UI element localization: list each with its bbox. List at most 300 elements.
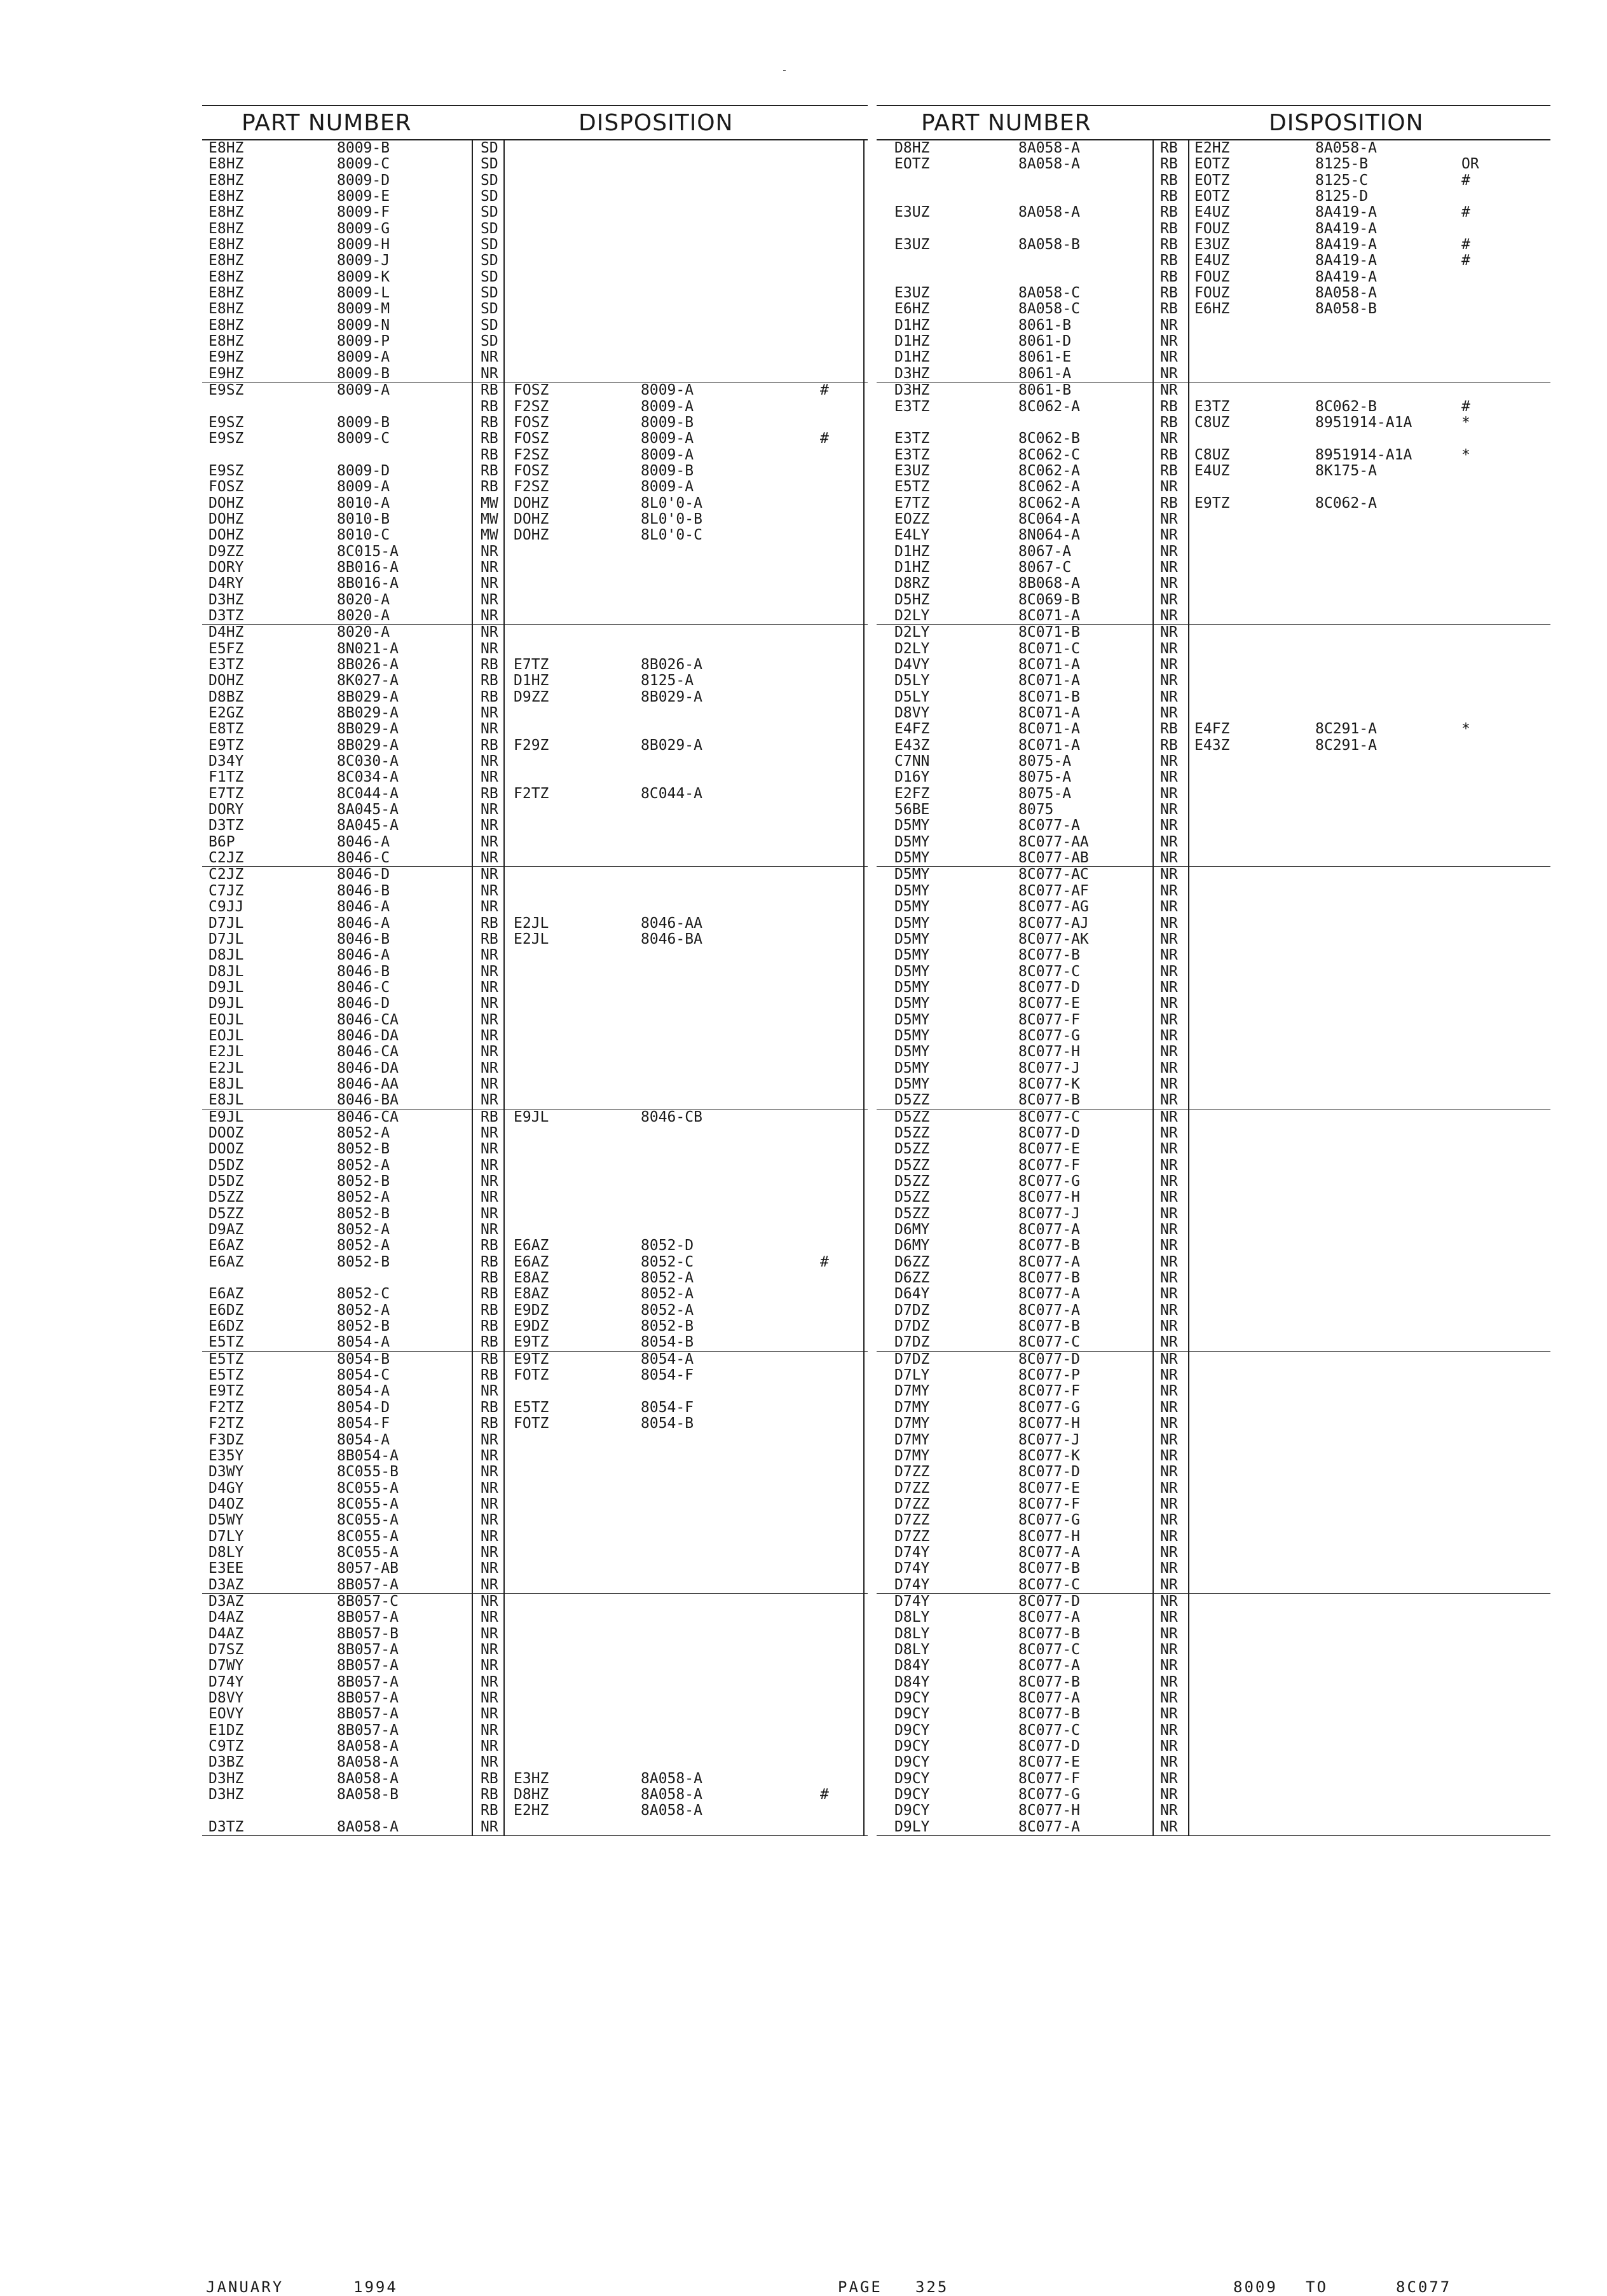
table-row [877,399,1550,415]
cell-prefix: D8LY [209,1544,244,1561]
cell-new-prefix: F29Z [514,737,549,754]
cell-base: 8C069-B [1018,591,1080,608]
cell-base: 8C077-J [1018,1059,1080,1077]
cell-prefix: D5MY [894,930,930,948]
cell-base: 8C077-K [1018,1447,1080,1464]
cell-new-prefix: F2TZ [514,785,549,802]
cell-prefix: D4AZ [209,1625,244,1642]
cell-base: 8C077-B [1018,1625,1080,1642]
cell-code: RB [481,656,498,673]
cell-new-base: 8C291-A [1315,737,1377,754]
table-row [202,689,868,705]
cell-prefix: D1HZ [894,333,930,350]
cell-prefix: DORY [209,801,244,819]
table-row [877,1077,1550,1092]
cell-prefix: D3HZ [894,382,930,399]
table-row [877,237,1550,253]
cell-base: 8010-A [337,494,390,512]
cell-code: NR [1160,1092,1178,1109]
cell-new-base: 8K175-A [1315,462,1377,479]
cell-code: RB [481,1108,498,1125]
cell-prefix: D7JL [209,914,244,932]
cell-new-prefix: E2JL [514,930,549,948]
cell-prefix: DOHZ [209,494,244,512]
cell-code: RB [481,785,498,802]
cell-prefix: D4HZ [209,624,244,641]
cell-prefix: D9JL [209,995,244,1012]
cell-new-base: 8054-F [641,1367,694,1384]
table-row [877,1174,1550,1190]
cell-code: NR [481,1141,498,1158]
cell-code: NR [1160,575,1178,592]
table-row [202,916,868,932]
table-row [877,996,1550,1012]
cell-base: 8020-A [337,607,390,624]
table-row [877,156,1550,172]
table-row [877,1352,1550,1368]
cell-code: NR [1160,1528,1178,1545]
table-row [877,1561,1550,1577]
table-row [202,899,868,915]
cell-prefix: E9SZ [209,430,244,447]
table-row [202,1577,868,1594]
cell-note: OR [1461,156,1479,173]
cell-prefix: E6DZ [209,1301,244,1319]
cell-prefix: D5ZZ [894,1108,930,1125]
cell-prefix: D5MY [894,1043,930,1061]
cell-code: NR [1160,333,1178,350]
cell-new-base: 8125-D [1315,188,1369,205]
cell-new-prefix: FOTZ [514,1367,549,1384]
cell-base: 8C077-G [1018,1786,1080,1804]
cell-prefix: D3TZ [209,607,244,624]
cell-base: 8C071-A [1018,705,1080,722]
table-row [202,1610,868,1626]
cell-base: 8A058-A [337,1754,399,1771]
cell-base: 8061-A [1018,365,1072,382]
cell-prefix: D7MY [894,1447,930,1464]
cell-code: NR [1160,1464,1178,1481]
cell-code: NR [481,947,498,964]
cell-base: 8C071-B [1018,624,1080,641]
cell-prefix: D5HZ [894,591,930,608]
table-row [877,1803,1550,1819]
cell-prefix: F1TZ [209,769,244,786]
cell-code: NR [1160,1301,1178,1319]
cell-code: NR [481,575,498,592]
cell-base: 8C055-A [337,1544,399,1561]
cell-prefix: D3HZ [209,591,244,608]
table-row [877,512,1550,527]
cell-base: 8009-B [337,414,390,431]
cell-code: NR [1160,1059,1178,1077]
cell-prefix: D4RY [209,575,244,592]
cell-prefix: D5ZZ [894,1173,930,1190]
cell-base: 8046-DA [337,1027,399,1044]
cell-code: NR [481,1157,498,1174]
table-row [877,1044,1550,1060]
cell-note: * [1461,414,1470,431]
cell-prefix: E8JL [209,1075,244,1092]
cell-new-prefix: D8HZ [514,1786,549,1804]
table-row [202,964,868,980]
table-row [202,1352,868,1368]
table-row [202,1174,868,1190]
cell-code: NR [1160,1205,1178,1222]
cell-code: RB [481,462,498,479]
cell-code: NR [1160,1786,1178,1804]
cell-prefix: D9CY [894,1786,930,1804]
table-row [877,527,1550,543]
cell-code: MW [481,527,498,544]
cell-code: NR [481,607,498,624]
table-row [877,1594,1550,1610]
cell-base: 8046-C [337,850,390,867]
cell-code: RB [481,479,498,496]
cell-prefix: E6AZ [209,1237,244,1254]
table-row [202,980,868,996]
cell-new-prefix: EOTZ [1194,188,1230,205]
cell-base: 8009-D [337,172,390,189]
cell-prefix: D7MY [894,1383,930,1400]
table-row [202,1319,868,1335]
cell-prefix: C2JZ [209,850,244,867]
cell-base: 8C015-A [337,543,399,560]
table-row [202,592,868,608]
cell-note: * [1461,721,1470,738]
cell-new-prefix: DOHZ [514,510,549,527]
cell-prefix: D4GY [209,1479,244,1497]
cell-base: 8N064-A [1018,527,1080,544]
cell-prefix: D9CY [894,1738,930,1755]
cell-new-prefix: C8UZ [1194,414,1230,431]
table-row [877,1755,1550,1770]
table-row [202,1512,868,1528]
table-row [877,1319,1550,1335]
cell-base: 8009-H [337,236,390,254]
table-row [202,834,868,850]
cell-prefix: D3WY [209,1464,244,1481]
cell-new-base: 8A419-A [1315,252,1377,269]
table-row [202,608,868,625]
cell-code: SD [481,188,498,205]
cell-prefix: E2JL [209,1059,244,1077]
table-row [202,1190,868,1206]
cell-prefix: B6P [209,833,235,850]
cell-prefix: D5MY [894,882,930,899]
cell-code: RB [481,382,498,399]
cell-prefix: EOJL [209,1027,244,1044]
cell-base: 8C055-A [337,1495,399,1512]
cell-base: 8C055-A [337,1479,399,1497]
cell-prefix: D9CY [894,1722,930,1739]
cell-code: NR [1160,607,1178,624]
table-row [877,1787,1550,1803]
table-row [202,1545,868,1561]
cell-base: 8061-E [1018,349,1072,366]
cell-base: 8075 [1018,801,1054,819]
cell-code: NR [1160,1479,1178,1497]
cell-new-base: 8125-C [1315,172,1369,189]
cell-base: 8054-F [337,1415,390,1432]
table-row [877,576,1550,592]
cell-code: RB [1160,140,1178,156]
scan-mark [783,70,786,71]
cell-code: NR [481,1544,498,1561]
cell-base: 8A058-C [1018,301,1080,318]
cell-code: NR [1160,914,1178,932]
cell-code: NR [1160,510,1178,527]
cell-prefix: D7DZ [894,1301,930,1319]
cell-code: NR [481,721,498,738]
table-row [877,1529,1550,1545]
cell-new-base: 8054-B [641,1415,694,1432]
cell-code: NR [481,963,498,980]
table-row [202,996,868,1012]
cell-new-base: 8B029-A [641,688,702,705]
cell-code: NR [1160,1253,1178,1270]
cell-base: 8046-DA [337,1059,399,1077]
cell-code: NR [1160,1818,1178,1835]
cell-code: NR [1160,1706,1178,1723]
cell-prefix: D5MY [894,1027,930,1044]
cell-prefix: D7ZZ [894,1512,930,1529]
cell-code: NR [1160,1350,1178,1368]
cell-prefix: DOHZ [209,510,244,527]
cell-code: NR [481,769,498,786]
cell-prefix: E8HZ [209,220,244,237]
cell-base: 8052-A [337,1221,390,1239]
cell-new-prefix: FOSZ [514,414,549,431]
table-row [202,1368,868,1383]
cell-code: NR [481,1059,498,1077]
cell-base: 8A058-A [337,1818,399,1835]
table-row [202,479,868,495]
cell-prefix: D9CY [894,1690,930,1706]
table-row [877,1739,1550,1755]
table-row [202,383,868,398]
cell-base: 8C055-A [337,1512,399,1529]
cell-base: 8C077-G [1018,1173,1080,1190]
table-row [877,1432,1550,1448]
cell-prefix: DORY [209,559,244,576]
cell-prefix: E8HZ [209,285,244,302]
cell-base: 8C062-A [1018,462,1080,479]
cell-prefix: D5ZZ [894,1141,930,1158]
cell-code: NR [481,1722,498,1739]
cell-prefix: D1HZ [894,349,930,366]
cell-prefix: D9CY [894,1754,930,1771]
right-table-header [877,105,1550,140]
cell-base: 8B016-A [337,559,399,576]
cell-new-base: 8054-F [641,1399,694,1416]
cell-prefix: D4AZ [209,1609,244,1626]
table-row [877,1303,1550,1319]
cell-prefix: C7NN [894,753,930,770]
table-row [877,1497,1550,1512]
table-row [877,1125,1550,1141]
table-row [877,1270,1550,1286]
table-row [202,560,868,576]
cell-code: NR [481,1464,498,1481]
cell-base: 8C077-K [1018,1075,1080,1092]
table-row [202,625,868,641]
cell-base: 8C077-AA [1018,833,1089,850]
table-row [877,496,1550,512]
cell-base: 8C071-B [1018,688,1080,705]
cell-base: 8C034-A [337,769,399,786]
table-row [877,1286,1550,1302]
cell-code: RB [1160,188,1178,205]
table-row [877,689,1550,705]
cell-new-prefix: E3UZ [1194,236,1230,254]
cell-prefix: C2JZ [209,866,244,883]
table-row [877,1190,1550,1206]
table-row [202,721,868,737]
cell-new-prefix: E4UZ [1194,462,1230,479]
cell-base: 8046-A [337,833,390,850]
table-row [202,1432,868,1448]
cell-prefix: D3HZ [209,1786,244,1804]
cell-base: 8C062-B [1018,430,1080,447]
cell-base: 8C071-A [1018,656,1080,673]
cell-code: NR [1160,1657,1178,1674]
cell-base: 8C062-A [1018,398,1080,415]
table-row [202,156,868,172]
cell-base: 8C064-A [1018,510,1080,527]
cell-prefix: D5DZ [209,1157,244,1174]
cell-prefix: D5ZZ [894,1157,930,1174]
table-row [877,1819,1550,1836]
cell-new-prefix: E9DZ [514,1318,549,1335]
cell-prefix: D2LY [894,624,930,641]
cell-code: NR [1160,349,1178,366]
cell-new-base: 8052-A [641,1286,694,1303]
cell-base: 8009-C [337,430,390,447]
table-row [202,415,868,431]
cell-base: 8C077-D [1018,1464,1080,1481]
cell-code: MW [481,494,498,512]
cell-code: NR [481,1528,498,1545]
cell-base: 8020-A [337,624,390,641]
table-row [877,205,1550,221]
table-row [877,1335,1550,1351]
cell-base: 8C077-AJ [1018,914,1089,932]
cell-prefix: E3UZ [894,204,930,221]
cell-code: NR [481,1447,498,1464]
cell-prefix: D5MY [894,817,930,834]
table-row [202,1771,868,1787]
cell-new-base: 8951914-A1A [1315,414,1412,431]
cell-code: SD [481,204,498,221]
cell-code: NR [481,1383,498,1400]
cell-base: 8B057-A [337,1690,399,1706]
cell-code: RB [481,1318,498,1335]
table-row [877,916,1550,932]
cell-new-prefix: E4UZ [1194,252,1230,269]
cell-code: NR [1160,1221,1178,1239]
table-row [202,641,868,657]
cell-base: 8B054-A [337,1447,399,1464]
cell-prefix: DOOZ [209,1124,244,1141]
cell-code: NR [481,1479,498,1497]
table-row [202,334,868,350]
cell-base: 8C077-D [1018,979,1080,996]
cell-new-base: 8B029-A [641,737,702,754]
cell-base: 8046-D [337,995,390,1012]
table-row [202,399,868,415]
cell-prefix: D34Y [209,753,244,770]
cell-code: NR [481,1205,498,1222]
table-row [877,544,1550,560]
table-row [202,1158,868,1174]
cell-new-prefix: E6AZ [514,1237,549,1254]
cell-new-prefix: F2SZ [514,446,549,463]
cell-new-prefix: FOTZ [514,1415,549,1432]
cell-base: 8052-A [337,1157,390,1174]
cell-code: NR [481,1512,498,1529]
cell-prefix: E8HZ [209,156,244,173]
cell-code: NR [481,1673,498,1690]
table-row [202,1561,868,1577]
cell-new-prefix: E9DZ [514,1301,549,1319]
table-row [877,1545,1550,1561]
cell-base: 8C077-A [1018,1690,1080,1706]
cell-prefix: E8HZ [209,236,244,254]
table-row [202,1642,868,1658]
table-row [877,1771,1550,1787]
cell-code: NR [1160,1141,1178,1158]
cell-code: NR [1160,1075,1178,1092]
cell-base: 8N021-A [337,640,399,657]
table-row [877,721,1550,737]
cell-base: 8054-A [337,1334,390,1351]
table-row [877,383,1550,398]
cell-base: 8C077-A [1018,1253,1080,1270]
cell-base: 8C077-C [1018,1108,1080,1125]
cell-new-base: 8L0'0-A [641,494,702,512]
column-rule [472,140,473,1836]
cell-base: 8052-C [337,1286,390,1303]
cell-base: 8009-J [337,252,390,269]
cell-base: 8C077-D [1018,1350,1080,1368]
table-row [202,1448,868,1464]
cell-prefix: D74Y [894,1593,930,1610]
cell-base: 8009-L [337,285,390,302]
footer-range-to-label: TO [1306,2278,1328,2296]
cell-prefix: D7ZZ [894,1495,930,1512]
cell-note: # [820,1786,829,1804]
cell-base: 8B026-A [337,656,399,673]
cell-base: 8C077-F [1018,1011,1080,1028]
cell-code: NR [481,624,498,641]
cell-prefix: F2TZ [209,1399,244,1416]
table-row [877,770,1550,785]
cell-base: 8046-AA [337,1075,399,1092]
cell-prefix: F2TZ [209,1415,244,1432]
cell-base: 8C077-B [1018,1560,1080,1577]
left-table-header [202,105,868,140]
table-row [202,1077,868,1092]
cell-code: NR [1160,1495,1178,1512]
table-row [202,754,868,770]
cell-prefix: E6AZ [209,1286,244,1303]
table-row [877,221,1550,237]
cell-new-prefix: FOSZ [514,430,549,447]
cell-base: 8C077-F [1018,1157,1080,1174]
cell-code: NR [1160,882,1178,899]
table-row [202,948,868,963]
